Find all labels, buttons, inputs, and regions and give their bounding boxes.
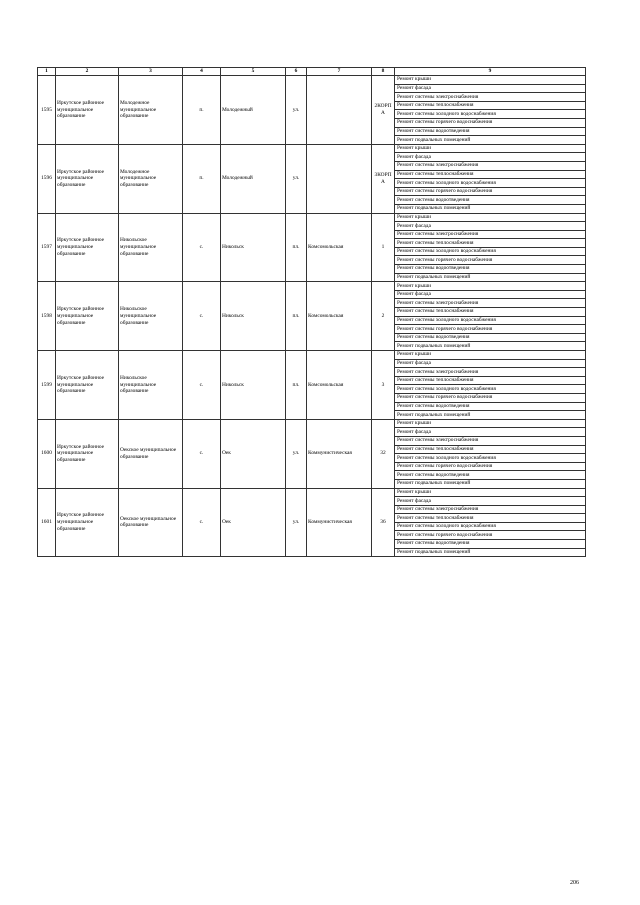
- street-type-cell: пл.: [286, 282, 307, 351]
- house-cell: 3: [372, 351, 395, 420]
- work-type-cell: Ремонт системы электроснабжения: [395, 505, 586, 514]
- street-cell: Коммунистическая: [307, 419, 372, 488]
- district-cell: Иркутское районное муниципальное образование: [56, 144, 119, 213]
- work-type-cell: Ремонт системы электроснабжения: [395, 230, 586, 239]
- work-type-cell: Ремонт системы теплоснабжения: [395, 445, 586, 454]
- work-type-cell: Ремонт системы электроснабжения: [395, 368, 586, 377]
- work-type-cell: Ремонт фасада: [395, 290, 586, 299]
- work-type-cell: Ремонт системы теплоснабжения: [395, 376, 586, 385]
- table-body: [38, 76, 586, 557]
- district-cell: Иркутское районное муниципальное образование: [56, 76, 119, 145]
- work-type-cell: Ремонт системы теплоснабжения: [395, 514, 586, 523]
- work-type-cell: Ремонт системы водоотведения: [395, 540, 586, 549]
- municipality-cell: Молодежное муниципальное образование: [119, 144, 183, 213]
- work-type-cell: Ремонт подвальных помещений: [395, 479, 586, 488]
- column-header-3: 3: [119, 68, 183, 76]
- work-type-cell: Ремонт подвальных помещений: [395, 136, 586, 145]
- work-type-cell: Ремонт фасада: [395, 428, 586, 437]
- district-cell: Иркутское районное муниципальное образование: [56, 488, 119, 557]
- settlement-type-cell: п.: [183, 76, 221, 145]
- settlement-cell: Оек: [221, 488, 286, 557]
- street-cell: Комсомольская: [307, 213, 372, 282]
- table-row: [38, 76, 586, 85]
- street-cell: [307, 76, 372, 145]
- house-cell: 1: [372, 213, 395, 282]
- record-id: 1600: [38, 419, 56, 488]
- settlement-type-cell: с.: [183, 351, 221, 420]
- work-type-cell: Ремонт крыши: [395, 144, 586, 153]
- table-row: [38, 144, 586, 153]
- work-type-cell: Ремонт системы холодного водоснабжения: [395, 454, 586, 463]
- work-type-cell: Ремонт крыши: [395, 488, 586, 497]
- record-id: 1601: [38, 488, 56, 557]
- column-header-8: 8: [372, 68, 395, 76]
- house-cell: 32: [372, 419, 395, 488]
- work-type-cell: Ремонт системы водоотведения: [395, 127, 586, 136]
- work-type-cell: Ремонт крыши: [395, 419, 586, 428]
- header-row: [38, 68, 586, 76]
- work-type-cell: Ремонт системы холодного водоснабжения: [395, 110, 586, 119]
- document-page: [37, 67, 585, 557]
- work-type-cell: Ремонт системы электроснабжения: [395, 93, 586, 102]
- table-row: [38, 213, 586, 222]
- work-type-cell: Ремонт подвальных помещений: [395, 548, 586, 557]
- settlement-type-cell: с.: [183, 488, 221, 557]
- work-type-cell: Ремонт фасада: [395, 153, 586, 162]
- work-type-cell: Ремонт фасада: [395, 222, 586, 231]
- work-type-cell: Ремонт системы горячего водоснабжения: [395, 531, 586, 540]
- work-type-cell: Ремонт фасада: [395, 84, 586, 93]
- work-type-cell: Ремонт крыши: [395, 76, 586, 85]
- settlement-type-cell: п.: [183, 144, 221, 213]
- work-type-cell: Ремонт системы холодного водоснабжения: [395, 316, 586, 325]
- work-type-cell: Ремонт системы горячего водоснабжения: [395, 325, 586, 334]
- work-type-cell: Ремонт системы холодного водоснабжения: [395, 179, 586, 188]
- municipality-cell: Никольское муниципальное образование: [119, 213, 183, 282]
- house-cell: 3КОРП А: [372, 144, 395, 213]
- repair-table: [37, 67, 586, 557]
- municipality-cell: Никольское муниципальное образование: [119, 351, 183, 420]
- house-cell: 36: [372, 488, 395, 557]
- work-type-cell: Ремонт системы горячего водоснабжения: [395, 118, 586, 127]
- column-header-1: 1: [38, 68, 56, 76]
- page-number: 206: [570, 880, 579, 886]
- work-type-cell: Ремонт системы водоотведения: [395, 333, 586, 342]
- work-type-cell: Ремонт системы водоотведения: [395, 471, 586, 480]
- settlement-type-cell: с.: [183, 213, 221, 282]
- street-type-cell: ул.: [286, 76, 307, 145]
- work-type-cell: Ремонт системы водоотведения: [395, 265, 586, 274]
- district-cell: Иркутское районное муниципальное образование: [56, 282, 119, 351]
- work-type-cell: Ремонт подвальных помещений: [395, 342, 586, 351]
- work-type-cell: Ремонт крыши: [395, 213, 586, 222]
- settlement-cell: Молодежный: [221, 144, 286, 213]
- street-type-cell: ул.: [286, 144, 307, 213]
- work-type-cell: Ремонт крыши: [395, 351, 586, 360]
- work-type-cell: Ремонт системы теплоснабжения: [395, 101, 586, 110]
- settlement-cell: Никольск: [221, 351, 286, 420]
- table-row: [38, 282, 586, 291]
- settlement-cell: Оек: [221, 419, 286, 488]
- work-type-cell: Ремонт фасада: [395, 497, 586, 506]
- street-cell: Комсомольская: [307, 351, 372, 420]
- settlement-type-cell: с.: [183, 282, 221, 351]
- work-type-cell: Ремонт системы холодного водоснабжения: [395, 247, 586, 256]
- work-type-cell: Ремонт системы водоотведения: [395, 196, 586, 205]
- work-type-cell: Ремонт системы горячего водоснабжения: [395, 393, 586, 402]
- column-header-5: 5: [221, 68, 286, 76]
- work-type-cell: Ремонт подвальных помещений: [395, 411, 586, 420]
- street-type-cell: пл.: [286, 351, 307, 420]
- district-cell: Иркутское районное муниципальное образование: [56, 419, 119, 488]
- work-type-cell: Ремонт системы электроснабжения: [395, 299, 586, 308]
- street-cell: [307, 144, 372, 213]
- table-row: [38, 351, 586, 360]
- work-type-cell: Ремонт подвальных помещений: [395, 273, 586, 282]
- work-type-cell: Ремонт фасада: [395, 359, 586, 368]
- record-id: 1595: [38, 76, 56, 145]
- work-type-cell: Ремонт системы горячего водоснабжения: [395, 187, 586, 196]
- work-type-cell: Ремонт крыши: [395, 282, 586, 291]
- record-id: 1598: [38, 282, 56, 351]
- house-cell: 2: [372, 282, 395, 351]
- municipality-cell: Никольское муниципальное образование: [119, 282, 183, 351]
- column-header-2: 2: [56, 68, 119, 76]
- municipality-cell: Оекское муниципальное образование: [119, 488, 183, 557]
- column-header-6: 6: [286, 68, 307, 76]
- table-row: [38, 419, 586, 428]
- settlement-type-cell: с.: [183, 419, 221, 488]
- work-type-cell: Ремонт системы водоотведения: [395, 402, 586, 411]
- work-type-cell: Ремонт системы холодного водоснабжения: [395, 385, 586, 394]
- work-type-cell: Ремонт системы горячего водоснабжения: [395, 256, 586, 265]
- street-cell: Коммунистическая: [307, 488, 372, 557]
- work-type-cell: Ремонт системы теплоснабжения: [395, 239, 586, 248]
- work-type-cell: Ремонт подвальных помещений: [395, 204, 586, 213]
- column-header-4: 4: [183, 68, 221, 76]
- district-cell: Иркутское районное муниципальное образование: [56, 213, 119, 282]
- column-header-7: 7: [307, 68, 372, 76]
- settlement-cell: Молодежный: [221, 76, 286, 145]
- settlement-cell: Никольск: [221, 282, 286, 351]
- work-type-cell: Ремонт системы холодного водоснабжения: [395, 522, 586, 531]
- table-row: [38, 488, 586, 497]
- record-id: 1596: [38, 144, 56, 213]
- district-cell: Иркутское районное муниципальное образование: [56, 351, 119, 420]
- record-id: 1599: [38, 351, 56, 420]
- work-type-cell: Ремонт системы теплоснабжения: [395, 308, 586, 317]
- work-type-cell: Ремонт системы теплоснабжения: [395, 170, 586, 179]
- column-header-9: 9: [395, 68, 586, 76]
- work-type-cell: Ремонт системы электроснабжения: [395, 436, 586, 445]
- street-type-cell: пл.: [286, 213, 307, 282]
- settlement-cell: Никольск: [221, 213, 286, 282]
- street-type-cell: ул.: [286, 488, 307, 557]
- record-id: 1597: [38, 213, 56, 282]
- municipality-cell: Оекское муниципальное образование: [119, 419, 183, 488]
- street-cell: Комсомольская: [307, 282, 372, 351]
- municipality-cell: Молодежное муниципальное образование: [119, 76, 183, 145]
- house-cell: 2КОРП А: [372, 76, 395, 145]
- street-type-cell: ул.: [286, 419, 307, 488]
- work-type-cell: Ремонт системы электроснабжения: [395, 161, 586, 170]
- work-type-cell: Ремонт системы горячего водоснабжения: [395, 462, 586, 471]
